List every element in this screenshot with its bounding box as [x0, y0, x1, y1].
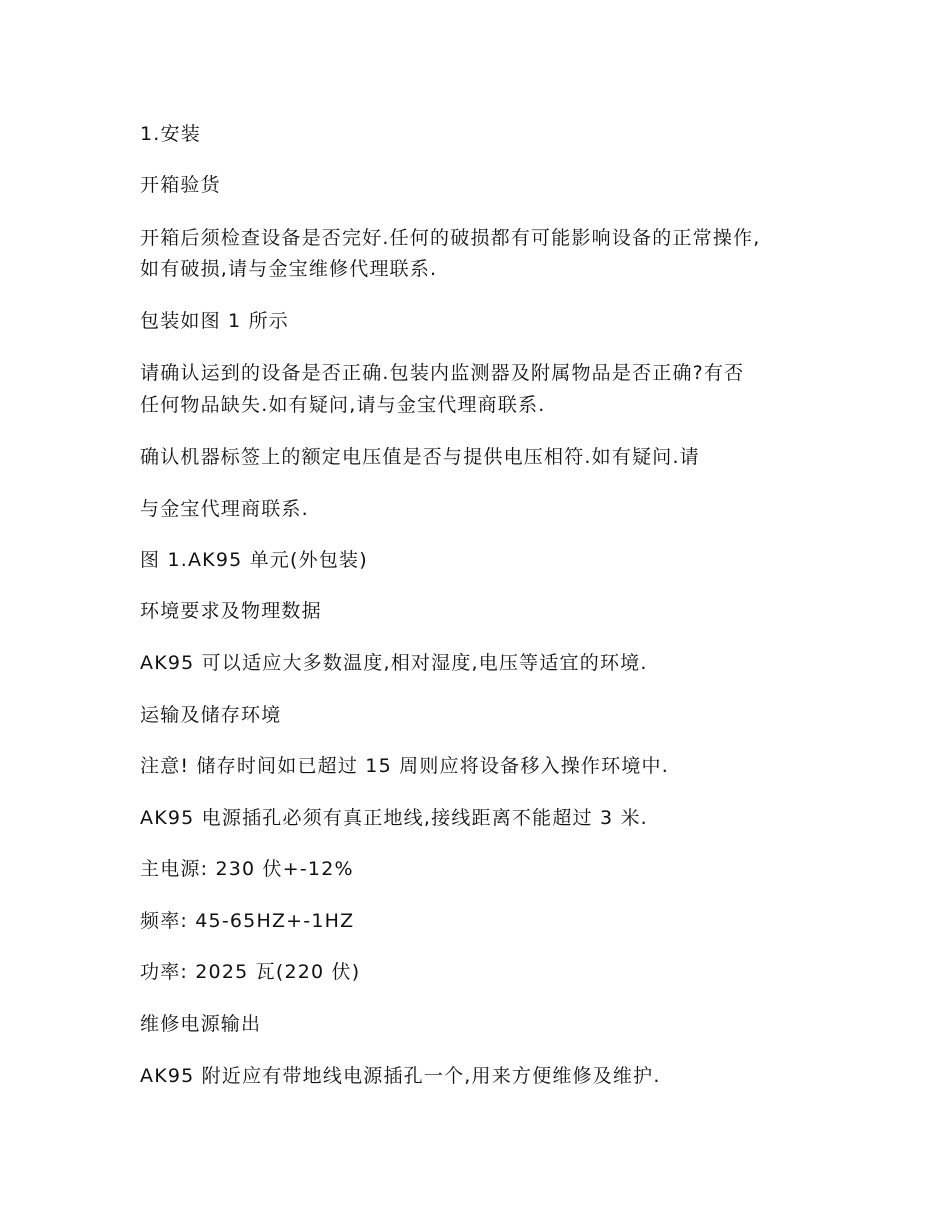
figure-caption: 图 1.AK95 单元(外包装) — [140, 549, 368, 571]
paragraph-line: 请确认运到的设备是否正确.包装内监测器及附属物品是否正确?有否 — [140, 362, 745, 384]
spec-line-frequency: 频率: 45-65HZ+-1HZ — [140, 910, 355, 932]
spec-line-power: 功率: 2025 瓦(220 伏) — [140, 961, 361, 983]
paragraph-line: 注意! 储存时间如已超过 15 周则应将设备移入操作环境中. — [140, 755, 669, 777]
subheading-transport-storage: 运输及储存环境 — [140, 704, 282, 726]
paragraph-line: 确认机器标签上的额定电压值是否与提供电压相符.如有疑问.请 — [140, 446, 700, 468]
subheading-environment: 环境要求及物理数据 — [140, 600, 322, 622]
paragraph-line: 如有破损,请与金宝维修代理联系. — [140, 258, 438, 280]
section-heading-install: 1.安装 — [140, 123, 201, 145]
subheading-service-power: 维修电源输出 — [140, 1013, 262, 1035]
paragraph-line: 包装如图 1 所示 — [140, 310, 289, 332]
paragraph-line: AK95 可以适应大多数温度,相对湿度,电压等适宜的环境. — [140, 652, 648, 674]
paragraph-line: 开箱后须检查设备是否完好.任何的破损都有可能影响设备的正常操作, — [140, 227, 761, 249]
paragraph-line: 任何物品缺失.如有疑问,请与金宝代理商联系. — [140, 394, 546, 416]
paragraph-line: AK95 电源插孔必须有真正地线,接线距离不能超过 3 米. — [140, 807, 648, 829]
paragraph-line: AK95 附近应有带地线电源插孔一个,用来方便维修及维护. — [140, 1065, 661, 1087]
subheading-unpacking: 开箱验货 — [140, 174, 221, 196]
paragraph-line: 与金宝代理商联系. — [140, 498, 309, 520]
spec-line-voltage: 主电源: 230 伏+-12% — [140, 858, 354, 880]
